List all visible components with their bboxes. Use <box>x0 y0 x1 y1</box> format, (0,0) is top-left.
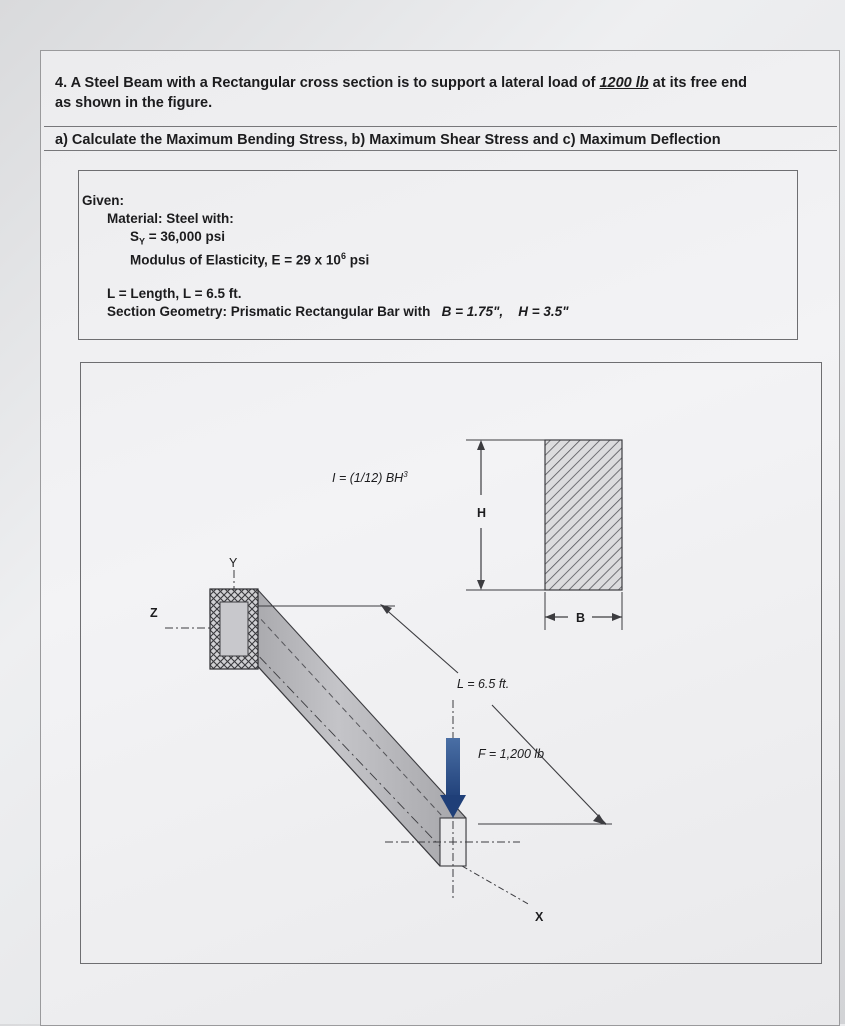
b-arrow-left <box>545 613 555 621</box>
x-axis-line <box>462 866 530 905</box>
modulus-exponent: 6 <box>340 251 346 261</box>
geometry-h: H = 3.5" <box>518 304 569 319</box>
length-dim-upper <box>382 606 458 673</box>
inertia-exponent: 3 <box>403 470 408 479</box>
force-label: F = 1,200 lb <box>478 747 545 761</box>
sy-value: = 36,000 psi <box>145 229 225 244</box>
beam-centerline <box>232 628 453 860</box>
force-arrow-shaft <box>446 738 460 800</box>
problem-statement-line2: as shown in the figure. <box>55 95 213 111</box>
geometry-b: B = 1.75", <box>441 304 504 319</box>
length-dim-lower <box>492 705 606 824</box>
beam-edge-top <box>234 590 466 842</box>
problem-intro: A Steel Beam with a Rectangular cross section is to support a lateral load of <box>70 75 596 91</box>
modulus-unit: psi <box>345 252 370 268</box>
inertia-formula <box>332 470 408 485</box>
h-arrow-top <box>477 440 485 450</box>
beam-root-face <box>220 602 248 656</box>
h-label: H <box>477 506 487 520</box>
b-label: B <box>576 611 586 625</box>
inertia-formula-text: I = (1/12) BH <box>332 471 404 486</box>
cross-section <box>545 440 622 590</box>
problem-parts: a) Calculate the Maximum Bending Stress, b) Maximum Shear Stress and c) Maximum Deflection <box>55 132 721 148</box>
x-axis-label: X <box>535 910 544 924</box>
load-value: 1200 lb <box>599 75 649 91</box>
problem-intro-suffix: at its free end <box>652 75 747 91</box>
b-arrow-right <box>612 613 622 621</box>
z-axis-label: Z <box>150 606 158 620</box>
geometry-prefix: Section Geometry: Prismatic Rectangular Bar with <box>107 304 431 319</box>
length-label: L = 6.5 ft. <box>457 677 510 691</box>
given-length: L = Length, L = 6.5 ft. <box>107 286 242 301</box>
modulus-prefix: Modulus of Elasticity, E = 29 x 10 <box>130 252 341 268</box>
given-title: Given: <box>82 193 125 208</box>
h-arrow-bottom <box>477 580 485 590</box>
y-axis-label: Y <box>229 556 238 570</box>
sy-label: S <box>130 229 140 244</box>
problem-number: 4. <box>55 75 68 91</box>
given-material: Material: Steel with: <box>107 211 234 226</box>
sy-subscript: Y <box>139 236 146 247</box>
length-arrow-bottom <box>593 814 606 825</box>
